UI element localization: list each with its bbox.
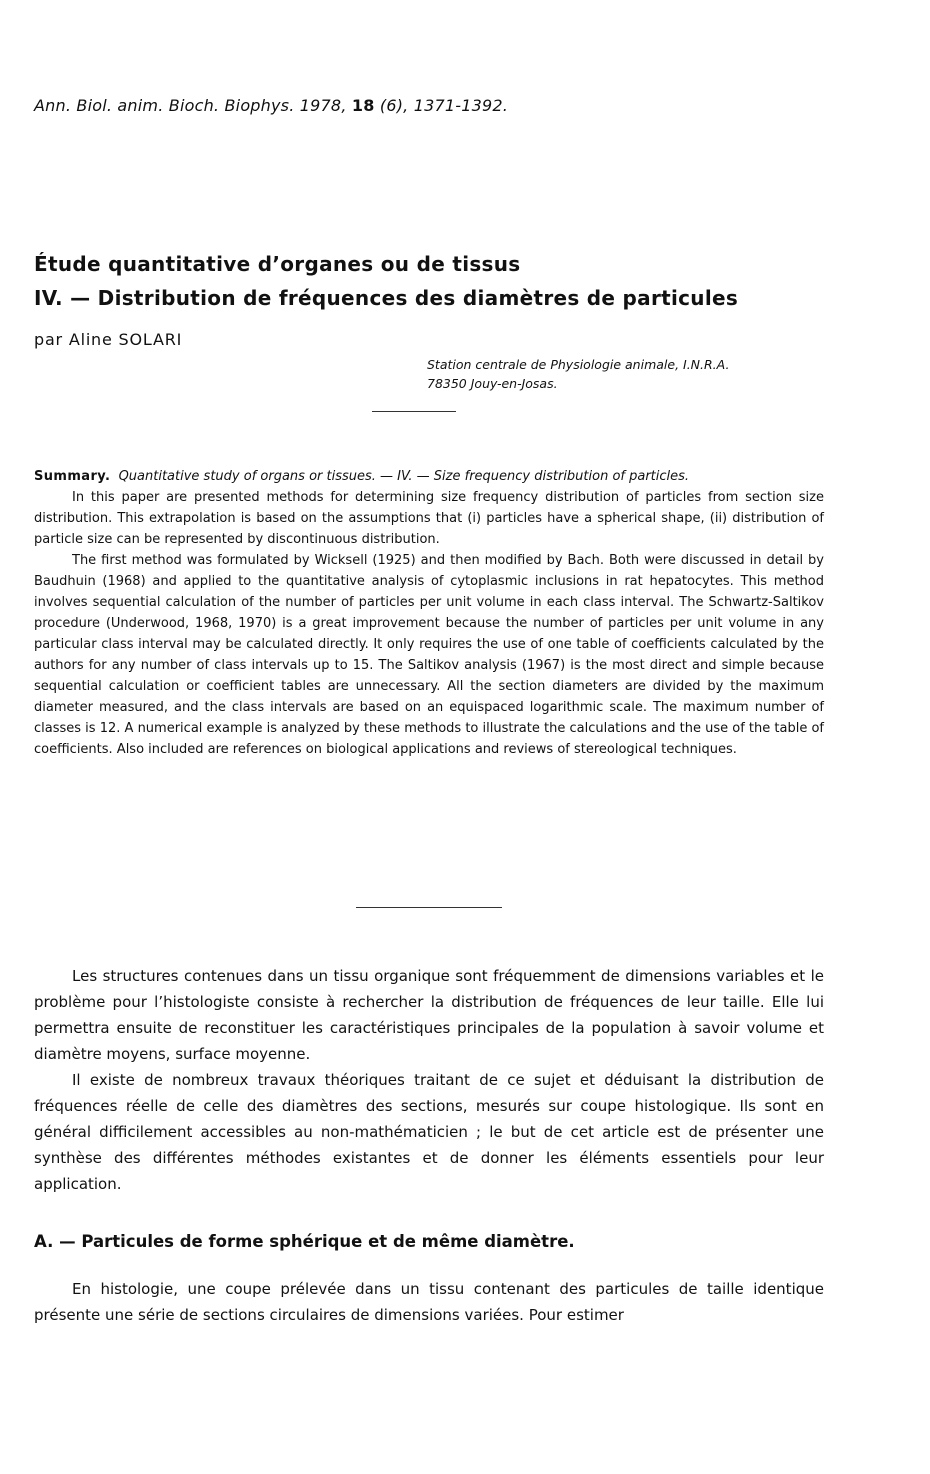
section-a-text xyxy=(34,1276,824,1328)
journal-year: 1978, xyxy=(299,96,347,115)
affiliation xyxy=(427,355,729,393)
intro-paragraph-1: Les structures contenues dans un tissu organique sont fréquemment de dimensions variables et le problème pour l’histologiste consiste à rechercher la distribution de fréquences de leur taille. Elle lui permettra ensuite de reconstituer les caractéristiques principales de la population à savoir volume et diamètre moyens, surface moyenne. xyxy=(34,967,824,1063)
journal-volume: 18 xyxy=(351,96,375,115)
affiliation-line-2: 78350 Jouy-en-Josas. xyxy=(427,376,558,391)
summary-block xyxy=(34,466,824,760)
journal-name: Ann. Biol. anim. Bioch. Biophys. xyxy=(34,96,295,115)
title-divider xyxy=(372,411,456,412)
section-a-heading: A. — Particules de forme sphérique et de même diamètre. xyxy=(34,1232,575,1251)
summary-paragraph-1: In this paper are presented methods for determining size frequency distribution of particles from section size distribution. This extrapolation is based on the assumptions that (i) particles have a spherical shape, (ii) distribution of particle size can be represented by discontinuous distribution. xyxy=(34,490,824,547)
summary-label: Summary. xyxy=(34,469,111,484)
journal-citation xyxy=(34,96,508,115)
title-line-1: Étude quantitative d’organes ou de tissus xyxy=(34,252,521,276)
title-line-2: IV. — Distribution de fréquences des diamètres de particules xyxy=(34,286,739,310)
summary-title: Quantitative study of organs or tissues. — IV. — Size frequency distribution of particles. xyxy=(118,469,690,484)
summary-heading xyxy=(34,466,824,487)
article-title xyxy=(34,247,914,315)
intro-text xyxy=(34,963,824,1197)
journal-issue-pages: (6), 1371-1392. xyxy=(379,96,509,115)
affiliation-line-1: Station centrale de Physiologie animale, I.N.R.A. xyxy=(427,357,730,372)
summary-divider xyxy=(356,907,502,908)
summary-paragraph-2: The first method was formulated by Wicksell (1925) and then modified by Bach. Both were discussed in detail by Baudhuin (1968) and applied to the quantitative analysis of cytoplasmic inclusions in rat hepatocytes. This method involves sequential calculation of the number of particles per unit volume in each class interval. The Schwartz-Saltikov procedure (Underwood, 1968, 1970) is a great improvement because the number of particles per unit volume in any particular class interval may be calculated directly. It only requires the use of one table of coefficients calculated by the authors for any number of class intervals up to 15. The Saltikov analysis (1967) is the most direct and simple because sequential calculation or coefficient tables are unnecessary. All the section diameters are divided by the maximum diameter measured, and the class intervals are based on an equispaced logarithmic scale. The maximum number of classes is 12. A numerical example is analyzed by these methods to illustrate the calculations and the use of the table of coefficients. Also included are references on biological applications and reviews of stereological techniques. xyxy=(34,553,824,757)
intro-paragraph-2: Il existe de nombreux travaux théoriques traitant de ce sujet et déduisant la distribution de fréquences réelle de celle des diamètres des sections, mesurés sur coupe histologique. Ils sont en général difficilement accessibles au non-mathématicien ; le but de cet article est de présenter une synthèse des différentes méthodes existantes et de donner les éléments essentiels pour leur application. xyxy=(34,1071,824,1193)
author-line: par Aline SOLARI xyxy=(34,330,183,349)
section-a-paragraph: En histologie, une coupe prélevée dans un tissu contenant des particules de taille identique présente une série de sections circulaires de dimensions variées. Pour estimer xyxy=(34,1280,824,1324)
